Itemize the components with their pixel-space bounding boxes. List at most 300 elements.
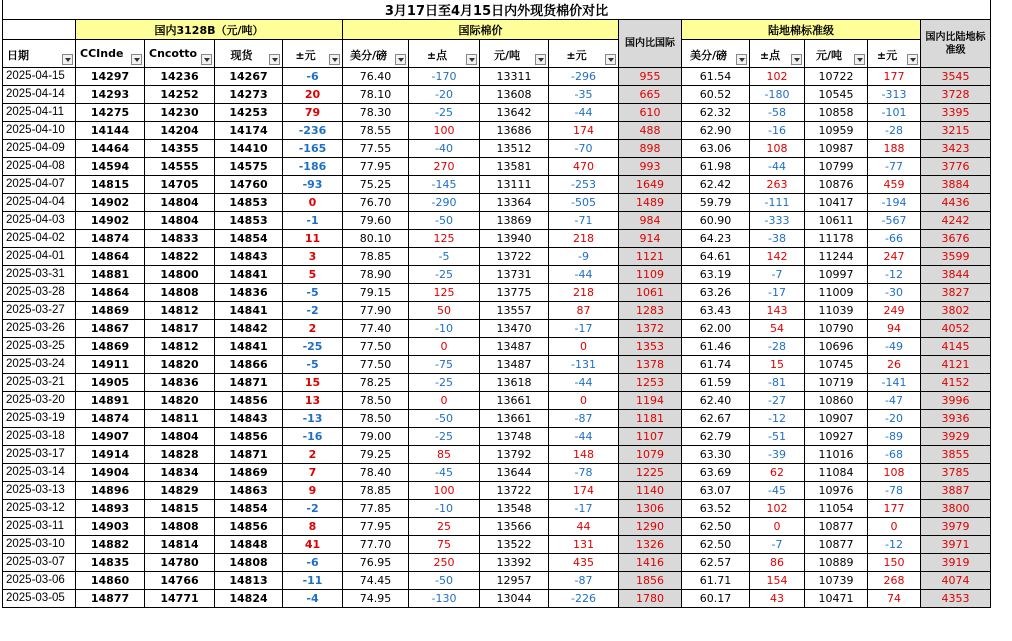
table-cell[interactable]: 3423 xyxy=(921,140,991,158)
table-cell[interactable]: 1856 xyxy=(619,572,682,590)
table-cell[interactable]: 75.25 xyxy=(343,176,409,194)
table-cell[interactable]: 61.74 xyxy=(682,356,750,374)
table-cell[interactable]: 13364 xyxy=(480,194,549,212)
table-cell[interactable]: 14555 xyxy=(145,158,215,176)
table-cell[interactable]: -313 xyxy=(868,86,921,104)
table-cell[interactable]: 13731 xyxy=(480,266,549,284)
table-cell[interactable]: 14275 xyxy=(76,104,145,122)
table-cell[interactable]: 64.61 xyxy=(682,248,750,266)
table-cell[interactable]: 1079 xyxy=(619,446,682,464)
table-cell[interactable]: 14833 xyxy=(145,230,215,248)
table-cell[interactable]: 4121 xyxy=(921,356,991,374)
table-cell[interactable]: 984 xyxy=(619,212,682,230)
table-cell[interactable]: 14824 xyxy=(215,590,283,608)
table-cell[interactable]: 14705 xyxy=(145,176,215,194)
table-cell[interactable]: 4052 xyxy=(921,320,991,338)
table-cell[interactable]: 43 xyxy=(750,590,805,608)
table-cell[interactable]: 268 xyxy=(868,572,921,590)
table-cell[interactable]: 14174 xyxy=(215,122,283,140)
table-cell[interactable]: 14854 xyxy=(215,500,283,518)
table-cell[interactable]: -236 xyxy=(283,122,343,140)
table-cell[interactable]: 10611 xyxy=(805,212,868,230)
table-cell[interactable]: 1489 xyxy=(619,194,682,212)
table-cell[interactable]: 50 xyxy=(409,302,480,320)
table-cell[interactable]: -87 xyxy=(549,572,619,590)
table-row[interactable] xyxy=(3,554,991,572)
table-cell[interactable]: 898 xyxy=(619,140,682,158)
table-cell[interactable]: 62.67 xyxy=(682,410,750,428)
table-cell[interactable]: 1416 xyxy=(619,554,682,572)
table-cell[interactable]: -111 xyxy=(750,194,805,212)
table-cell[interactable]: 10722 xyxy=(805,68,868,86)
table-cell[interactable]: 14843 xyxy=(215,248,283,266)
table-cell[interactable]: 13608 xyxy=(480,86,549,104)
table-cell[interactable]: 102 xyxy=(750,68,805,86)
table-cell[interactable]: 154 xyxy=(750,572,805,590)
table-cell[interactable]: 14800 xyxy=(145,266,215,284)
table-cell[interactable]: 64.23 xyxy=(682,230,750,248)
table-cell[interactable]: 13111 xyxy=(480,176,549,194)
table-cell[interactable]: 77.55 xyxy=(343,140,409,158)
table-cell[interactable]: 247 xyxy=(868,248,921,266)
table-cell[interactable]: 62.40 xyxy=(682,392,750,410)
table-cell[interactable]: 14144 xyxy=(76,122,145,140)
table-cell[interactable]: 63.19 xyxy=(682,266,750,284)
table-cell[interactable]: 1109 xyxy=(619,266,682,284)
table-cell[interactable]: 14811 xyxy=(145,410,215,428)
table-cell[interactable]: 4242 xyxy=(921,212,991,230)
table-cell[interactable]: -30 xyxy=(868,284,921,302)
table-cell[interactable]: 10696 xyxy=(805,338,868,356)
table-cell[interactable]: -44 xyxy=(549,104,619,122)
table-row[interactable] xyxy=(3,230,991,248)
table-cell[interactable]: 13487 xyxy=(480,338,549,356)
table-cell[interactable]: 10927 xyxy=(805,428,868,446)
table-cell[interactable]: 174 xyxy=(549,122,619,140)
filter-dropdown-icon[interactable] xyxy=(791,54,802,65)
table-cell[interactable]: 14822 xyxy=(145,248,215,266)
table-row[interactable] xyxy=(3,374,991,392)
table-row[interactable] xyxy=(3,482,991,500)
table-cell[interactable]: 62.79 xyxy=(682,428,750,446)
table-cell[interactable]: -89 xyxy=(868,428,921,446)
table-cell[interactable]: 2025-04-14 xyxy=(3,86,76,104)
table-cell[interactable]: 62.00 xyxy=(682,320,750,338)
table-cell[interactable]: 0 xyxy=(868,518,921,536)
table-cell[interactable]: 2 xyxy=(283,320,343,338)
table-cell[interactable]: -333 xyxy=(750,212,805,230)
table-cell[interactable]: 610 xyxy=(619,104,682,122)
table-cell[interactable]: -130 xyxy=(409,590,480,608)
table-cell[interactable]: 63.06 xyxy=(682,140,750,158)
table-cell[interactable]: 77.70 xyxy=(343,536,409,554)
table-cell[interactable]: 26 xyxy=(868,356,921,374)
table-cell[interactable]: 60.52 xyxy=(682,86,750,104)
table-cell[interactable]: 87 xyxy=(549,302,619,320)
table-row[interactable] xyxy=(3,464,991,482)
table-cell[interactable]: 2 xyxy=(283,446,343,464)
table-cell[interactable]: 14817 xyxy=(145,320,215,338)
table-cell[interactable]: 1181 xyxy=(619,410,682,428)
table-cell[interactable]: 125 xyxy=(409,284,480,302)
table-cell[interactable]: -25 xyxy=(409,266,480,284)
table-cell[interactable]: 0 xyxy=(409,338,480,356)
table-cell[interactable]: 61.71 xyxy=(682,572,750,590)
table-cell[interactable]: 14836 xyxy=(215,284,283,302)
table-cell[interactable]: 14907 xyxy=(76,428,145,446)
table-row[interactable] xyxy=(3,500,991,518)
table-cell[interactable]: 14820 xyxy=(145,356,215,374)
table-cell[interactable]: 44 xyxy=(549,518,619,536)
table-cell[interactable]: 11009 xyxy=(805,284,868,302)
filter-dropdown-icon[interactable] xyxy=(535,54,546,65)
table-cell[interactable]: 10860 xyxy=(805,392,868,410)
table-row[interactable] xyxy=(3,392,991,410)
table-cell[interactable]: 2025-03-12 xyxy=(3,500,76,518)
filter-dropdown-icon[interactable] xyxy=(605,54,616,65)
table-cell[interactable]: 10876 xyxy=(805,176,868,194)
table-cell[interactable]: 3785 xyxy=(921,464,991,482)
table-cell[interactable]: 14766 xyxy=(145,572,215,590)
table-cell[interactable]: 61.54 xyxy=(682,68,750,86)
table-cell[interactable]: 13748 xyxy=(480,428,549,446)
table-cell[interactable]: 13044 xyxy=(480,590,549,608)
table-cell[interactable]: 2025-04-15 xyxy=(3,68,76,86)
table-cell[interactable]: -45 xyxy=(409,464,480,482)
table-cell[interactable]: -27 xyxy=(750,392,805,410)
table-cell[interactable]: 1225 xyxy=(619,464,682,482)
table-cell[interactable]: 1326 xyxy=(619,536,682,554)
table-cell[interactable]: 13661 xyxy=(480,392,549,410)
table-cell[interactable]: 3545 xyxy=(921,68,991,86)
table-cell[interactable]: 3395 xyxy=(921,104,991,122)
table-cell[interactable]: 13 xyxy=(283,392,343,410)
table-cell[interactable]: 15 xyxy=(750,356,805,374)
table-cell[interactable]: 14834 xyxy=(145,464,215,482)
table-cell[interactable]: 665 xyxy=(619,86,682,104)
table-cell[interactable]: 177 xyxy=(868,68,921,86)
table-cell[interactable]: 125 xyxy=(409,230,480,248)
table-cell[interactable]: 13512 xyxy=(480,140,549,158)
table-cell[interactable]: 993 xyxy=(619,158,682,176)
table-cell[interactable]: -165 xyxy=(283,140,343,158)
table-cell[interactable]: 14410 xyxy=(215,140,283,158)
table-cell[interactable]: 14905 xyxy=(76,374,145,392)
table-cell[interactable]: -25 xyxy=(409,374,480,392)
table-cell[interactable]: 14874 xyxy=(76,410,145,428)
table-cell[interactable]: 14902 xyxy=(76,212,145,230)
table-cell[interactable]: 3215 xyxy=(921,122,991,140)
table-cell[interactable]: 0 xyxy=(283,194,343,212)
table-row[interactable] xyxy=(3,158,991,176)
table-cell[interactable]: 1107 xyxy=(619,428,682,446)
table-cell[interactable]: 2025-03-20 xyxy=(3,392,76,410)
table-cell[interactable]: 270 xyxy=(409,158,480,176)
table-cell[interactable]: -81 xyxy=(750,374,805,392)
table-cell[interactable]: -16 xyxy=(283,428,343,446)
table-cell[interactable]: 14804 xyxy=(145,212,215,230)
table-cell[interactable]: -71 xyxy=(549,212,619,230)
table-cell[interactable]: 63.26 xyxy=(682,284,750,302)
table-cell[interactable]: 14864 xyxy=(76,248,145,266)
table-cell[interactable]: 13686 xyxy=(480,122,549,140)
table-cell[interactable]: 10719 xyxy=(805,374,868,392)
table-cell[interactable]: 78.90 xyxy=(343,266,409,284)
table-cell[interactable]: -25 xyxy=(409,104,480,122)
table-cell[interactable]: 2025-03-11 xyxy=(3,518,76,536)
table-cell[interactable]: 14896 xyxy=(76,482,145,500)
table-row[interactable] xyxy=(3,428,991,446)
table-cell[interactable]: 3884 xyxy=(921,176,991,194)
table-cell[interactable]: 955 xyxy=(619,68,682,86)
table-cell[interactable]: 14812 xyxy=(145,338,215,356)
table-cell[interactable]: 2025-04-08 xyxy=(3,158,76,176)
table-cell[interactable]: 77.95 xyxy=(343,518,409,536)
table-cell[interactable]: 3929 xyxy=(921,428,991,446)
table-cell[interactable]: 77.85 xyxy=(343,500,409,518)
table-cell[interactable]: 459 xyxy=(868,176,921,194)
table-cell[interactable]: -12 xyxy=(868,536,921,554)
filter-dropdown-icon[interactable] xyxy=(201,54,212,65)
table-cell[interactable]: -2 xyxy=(283,302,343,320)
table-cell[interactable]: 14869 xyxy=(215,464,283,482)
table-cell[interactable]: 250 xyxy=(409,554,480,572)
table-cell[interactable]: 86 xyxy=(750,554,805,572)
table-cell[interactable]: 188 xyxy=(868,140,921,158)
table-cell[interactable]: 1780 xyxy=(619,590,682,608)
table-cell[interactable]: 13722 xyxy=(480,248,549,266)
table-cell[interactable]: 3800 xyxy=(921,500,991,518)
table-cell[interactable]: 9 xyxy=(283,482,343,500)
table-cell[interactable]: 0 xyxy=(750,518,805,536)
table-cell[interactable]: 14780 xyxy=(145,554,215,572)
table-cell[interactable]: 14848 xyxy=(215,536,283,554)
table-cell[interactable]: 11244 xyxy=(805,248,868,266)
table-cell[interactable]: 1253 xyxy=(619,374,682,392)
table-cell[interactable]: 13392 xyxy=(480,554,549,572)
filter-dropdown-icon[interactable] xyxy=(854,54,865,65)
table-cell[interactable]: -50 xyxy=(409,572,480,590)
table-cell[interactable]: 78.50 xyxy=(343,392,409,410)
table-cell[interactable]: 108 xyxy=(868,464,921,482)
table-cell[interactable]: -141 xyxy=(868,374,921,392)
table-cell[interactable]: -40 xyxy=(409,140,480,158)
table-cell[interactable]: 1061 xyxy=(619,284,682,302)
table-cell[interactable]: 14812 xyxy=(145,302,215,320)
table-cell[interactable]: 10858 xyxy=(805,104,868,122)
table-cell[interactable]: -253 xyxy=(549,176,619,194)
table-cell[interactable]: 4353 xyxy=(921,590,991,608)
table-cell[interactable]: -35 xyxy=(549,86,619,104)
table-cell[interactable]: 10417 xyxy=(805,194,868,212)
table-cell[interactable]: -66 xyxy=(868,230,921,248)
table-cell[interactable]: 2025-03-26 xyxy=(3,320,76,338)
table-cell[interactable]: -4 xyxy=(283,590,343,608)
table-cell[interactable]: -7 xyxy=(750,266,805,284)
table-cell[interactable]: -44 xyxy=(549,266,619,284)
table-cell[interactable]: 4074 xyxy=(921,572,991,590)
table-cell[interactable]: 14355 xyxy=(145,140,215,158)
table-cell[interactable]: 10889 xyxy=(805,554,868,572)
table-row[interactable] xyxy=(3,194,991,212)
table-cell[interactable]: 435 xyxy=(549,554,619,572)
table-cell[interactable]: 2025-03-05 xyxy=(3,590,76,608)
table-cell[interactable]: -6 xyxy=(283,554,343,572)
table-cell[interactable]: 14820 xyxy=(145,392,215,410)
table-cell[interactable]: 10799 xyxy=(805,158,868,176)
table-cell[interactable]: 63.30 xyxy=(682,446,750,464)
table-cell[interactable]: 2025-04-07 xyxy=(3,176,76,194)
table-cell[interactable]: 14893 xyxy=(76,500,145,518)
table-cell[interactable]: 2025-03-13 xyxy=(3,482,76,500)
table-cell[interactable]: -7 xyxy=(750,536,805,554)
table-cell[interactable]: 2025-04-02 xyxy=(3,230,76,248)
table-cell[interactable]: 13522 xyxy=(480,536,549,554)
table-cell[interactable]: 79 xyxy=(283,104,343,122)
table-row[interactable] xyxy=(3,446,991,464)
table-cell[interactable]: 3827 xyxy=(921,284,991,302)
table-cell[interactable]: 10877 xyxy=(805,536,868,554)
table-cell[interactable]: 13311 xyxy=(480,68,549,86)
table-cell[interactable]: 3676 xyxy=(921,230,991,248)
table-cell[interactable]: 148 xyxy=(549,446,619,464)
table-cell[interactable]: 13940 xyxy=(480,230,549,248)
table-cell[interactable]: 2025-03-19 xyxy=(3,410,76,428)
table-cell[interactable]: 14267 xyxy=(215,68,283,86)
table-cell[interactable]: -11 xyxy=(283,572,343,590)
table-cell[interactable]: 14874 xyxy=(76,230,145,248)
table-cell[interactable]: 14808 xyxy=(215,554,283,572)
table-cell[interactable]: 62.57 xyxy=(682,554,750,572)
table-cell[interactable]: 85 xyxy=(409,446,480,464)
table-cell[interactable]: 14760 xyxy=(215,176,283,194)
table-cell[interactable]: -20 xyxy=(409,86,480,104)
table-cell[interactable]: 78.30 xyxy=(343,104,409,122)
filter-dropdown-icon[interactable] xyxy=(466,54,477,65)
table-cell[interactable]: -28 xyxy=(750,338,805,356)
table-cell[interactable]: 470 xyxy=(549,158,619,176)
table-cell[interactable]: 78.40 xyxy=(343,464,409,482)
table-cell[interactable]: -93 xyxy=(283,176,343,194)
filter-dropdown-icon[interactable] xyxy=(395,54,406,65)
table-cell[interactable]: 4436 xyxy=(921,194,991,212)
table-cell[interactable]: 1140 xyxy=(619,482,682,500)
table-cell[interactable]: 25 xyxy=(409,518,480,536)
table-cell[interactable]: 14853 xyxy=(215,194,283,212)
table-cell[interactable]: 3919 xyxy=(921,554,991,572)
table-cell[interactable]: 10976 xyxy=(805,482,868,500)
table-cell[interactable]: 249 xyxy=(868,302,921,320)
table-cell[interactable]: 14842 xyxy=(215,320,283,338)
table-cell[interactable]: 142 xyxy=(750,248,805,266)
table-cell[interactable]: 13792 xyxy=(480,446,549,464)
table-cell[interactable]: 14297 xyxy=(76,68,145,86)
table-cell[interactable]: 14902 xyxy=(76,194,145,212)
table-cell[interactable]: -145 xyxy=(409,176,480,194)
table-cell[interactable]: 14914 xyxy=(76,446,145,464)
table-cell[interactable]: 77.50 xyxy=(343,356,409,374)
table-cell[interactable]: 3599 xyxy=(921,248,991,266)
table-cell[interactable]: 14828 xyxy=(145,446,215,464)
table-cell[interactable]: 14814 xyxy=(145,536,215,554)
table-cell[interactable]: 14854 xyxy=(215,230,283,248)
table-row[interactable] xyxy=(3,320,991,338)
table-cell[interactable]: 11016 xyxy=(805,446,868,464)
table-cell[interactable]: 5 xyxy=(283,266,343,284)
table-cell[interactable]: 61.59 xyxy=(682,374,750,392)
table-cell[interactable]: 14841 xyxy=(215,266,283,284)
table-cell[interactable]: 174 xyxy=(549,482,619,500)
table-cell[interactable]: 77.90 xyxy=(343,302,409,320)
table-cell[interactable]: 78.25 xyxy=(343,374,409,392)
table-cell[interactable]: -51 xyxy=(750,428,805,446)
table-cell[interactable]: 78.10 xyxy=(343,86,409,104)
filter-dropdown-icon[interactable] xyxy=(329,54,340,65)
table-cell[interactable]: 78.55 xyxy=(343,122,409,140)
table-cell[interactable]: 8 xyxy=(283,518,343,536)
table-cell[interactable]: 14891 xyxy=(76,392,145,410)
table-cell[interactable]: 10907 xyxy=(805,410,868,428)
table-cell[interactable]: -87 xyxy=(549,410,619,428)
table-cell[interactable]: 3 xyxy=(283,248,343,266)
table-cell[interactable]: 62.50 xyxy=(682,536,750,554)
table-cell[interactable]: -28 xyxy=(868,122,921,140)
table-cell[interactable]: 0 xyxy=(549,338,619,356)
table-cell[interactable]: -290 xyxy=(409,194,480,212)
table-cell[interactable]: 131 xyxy=(549,536,619,554)
table-cell[interactable]: 102 xyxy=(750,500,805,518)
table-cell[interactable]: 74 xyxy=(868,590,921,608)
table-cell[interactable]: -25 xyxy=(409,428,480,446)
table-row[interactable] xyxy=(3,104,991,122)
table-cell[interactable]: 1378 xyxy=(619,356,682,374)
table-cell[interactable]: 13557 xyxy=(480,302,549,320)
table-cell[interactable]: 14804 xyxy=(145,428,215,446)
table-cell[interactable]: 13722 xyxy=(480,482,549,500)
table-cell[interactable]: -101 xyxy=(868,104,921,122)
table-cell[interactable]: 78.85 xyxy=(343,482,409,500)
table-cell[interactable]: 2025-03-24 xyxy=(3,356,76,374)
table-cell[interactable]: 10745 xyxy=(805,356,868,374)
table-cell[interactable]: 14815 xyxy=(145,500,215,518)
table-cell[interactable]: 100 xyxy=(409,482,480,500)
table-cell[interactable]: 20 xyxy=(283,86,343,104)
table-cell[interactable]: 3802 xyxy=(921,302,991,320)
table-cell[interactable]: -10 xyxy=(409,500,480,518)
table-cell[interactable]: 2025-04-03 xyxy=(3,212,76,230)
table-cell[interactable]: 1353 xyxy=(619,338,682,356)
table-cell[interactable]: 14841 xyxy=(215,338,283,356)
table-cell[interactable]: 2025-03-10 xyxy=(3,536,76,554)
table-cell[interactable]: 14273 xyxy=(215,86,283,104)
table-cell[interactable]: 10790 xyxy=(805,320,868,338)
table-cell[interactable]: -170 xyxy=(409,68,480,86)
table-cell[interactable]: 13581 xyxy=(480,158,549,176)
table-cell[interactable]: -226 xyxy=(549,590,619,608)
table-row[interactable] xyxy=(3,176,991,194)
table-cell[interactable]: 488 xyxy=(619,122,682,140)
table-cell[interactable]: 10987 xyxy=(805,140,868,158)
table-cell[interactable]: 14815 xyxy=(76,176,145,194)
table-cell[interactable]: 1121 xyxy=(619,248,682,266)
table-cell[interactable]: 14464 xyxy=(76,140,145,158)
table-cell[interactable]: -39 xyxy=(750,446,805,464)
table-row[interactable] xyxy=(3,122,991,140)
table-cell[interactable]: 143 xyxy=(750,302,805,320)
table-cell[interactable]: 13661 xyxy=(480,410,549,428)
table-cell[interactable]: -1 xyxy=(283,212,343,230)
table-cell[interactable]: 14866 xyxy=(215,356,283,374)
